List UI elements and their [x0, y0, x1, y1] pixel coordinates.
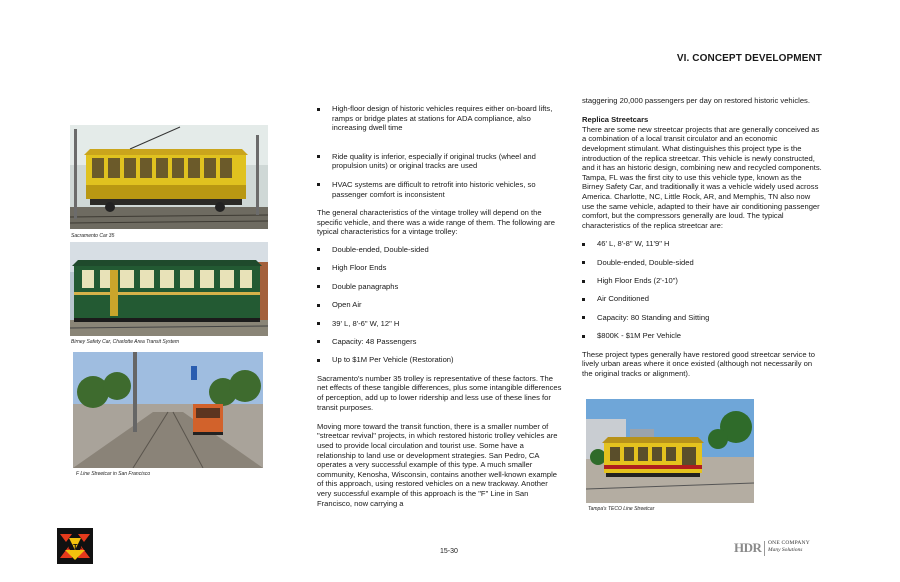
caption-f-line: F Line Streetcar in San Francisco: [76, 471, 151, 477]
paragraph: Moving more toward the transit function, there is a smaller number of "streetcar revival" projects, in which restored historic trolley vehicles are used to provide local circulation and tourist use. Some have a relationship to land use or development strategies. San Pedro, CA operates a very successful example of this type. A much smaller community, Kenosha, Wisconsin, contains another well-known example of this approach, using restored vehicles on a new trackway. Another very successful example of this approach is the "F" Line in San Francisco, now carrying a: [317, 421, 558, 508]
list-item: Air Conditioned: [582, 294, 822, 304]
caption-sacramento: Sacramento Car 35: [71, 233, 115, 239]
caption-birney: Birney Safety Car, Charlotte Area Transit System: [71, 339, 180, 345]
photo-birney-safety-car: [70, 242, 268, 336]
disadvantages-list-a: [317, 104, 563, 133]
list-item: Open Air: [317, 300, 563, 310]
text-column-1: [317, 104, 563, 508]
section-heading: Replica Streetcars: [582, 115, 649, 125]
rta-logo-text: RTA: [68, 544, 82, 551]
photo-sacramento-car: [70, 125, 268, 229]
photo-tampa-teco-streetcar: [586, 399, 754, 503]
hdr-tagline-line-2: Many Solutions: [768, 547, 803, 553]
photo-f-line-streetcar: [73, 352, 263, 468]
page-number: 15-30: [440, 548, 458, 555]
vintage-characteristics-list: [317, 245, 563, 365]
list-item: Up to $1M Per Vehicle (Restoration): [317, 355, 563, 365]
rta-logo: [57, 528, 93, 564]
list-item: 39' L, 8'-6" W, 12" H: [317, 319, 563, 329]
paragraph: The general characteristics of the vintage trolley will depend on the specific vehicle, and there was a wide range of them. The following are typical characteristics for a vintage trolley:: [317, 208, 555, 237]
hdr-tagline-line-1: ONE COMPANY: [768, 540, 810, 546]
paragraph: There are some new streetcar projects that are generally conceived as a combination of a local transit circulator and an economic development stimulant. What distinguishes this project type is the introduction of the replica streetcar. This vehicle is newly constructed, and it has an historic design, combining new and recycled components. Tampa, FL was the first city to use this vehicle type, known as the Birney Safety Car, and traditionally it was a vehicle widely used across America. Charlotte, NC, Little Rock, AR, and Memphis, TN also now use the same vehicle, adapted to their have air conditioning passenger comfort, but the compressors generally are loud. The typical characteristics of the replica streetcar are:: [582, 124, 822, 230]
disadvantages-list-b: [317, 152, 563, 199]
text-column-2: [582, 96, 822, 379]
list-item: Capacity: 48 Passengers: [317, 337, 563, 347]
list-item: HVAC systems are difficult to retrofit into historic vehicles, so passenger comfort is inconsistent: [317, 180, 563, 199]
list-item: Capacity: 80 Standing and Sitting: [582, 313, 822, 323]
list-item: Ride quality is inferior, especially if original trucks (wheel and propulsion units) or original tracks are used: [317, 152, 563, 171]
list-item: Double-ended, Double-sided: [582, 258, 822, 268]
list-item: High-floor design of historic vehicles requires either on-board lifts, ramps or bridge plates at stations for ADA compliance, also increasing dwell time: [317, 104, 563, 133]
hdr-logo-divider: [764, 541, 765, 556]
list-item: Double-ended, Double-sided: [317, 245, 563, 255]
list-item: $800K - $1M Per Vehicle: [582, 331, 822, 341]
caption-tampa: Tampa's TECO Line Streetcar: [588, 506, 655, 512]
hdr-logo-mark: HDR: [734, 540, 762, 555]
list-item: High Floor Ends (2'-10"): [582, 276, 822, 286]
paragraph: Sacramento's number 35 trolley is representative of these factors. The net effects of these tangible differences, plus some intangible differences of perception, add up to lower ridership and less use of these lines for transit purposes.: [317, 373, 562, 412]
list-item: Double panagraphs: [317, 282, 563, 292]
replica-characteristics-list: [582, 239, 822, 341]
list-item: 46' L, 8'-8" W, 11'9" H: [582, 239, 822, 249]
paragraph: These project types generally have restored good streetcar service to lively urban areas where it once existed (although not necessarily on the original tracks or alignment).: [582, 349, 815, 379]
page-title: VI. CONCEPT DEVELOPMENT: [676, 53, 822, 64]
hdr-logo: [734, 540, 824, 560]
paragraph: staggering 20,000 passengers per day on restored historic vehicles.: [582, 96, 810, 105]
list-item: High Floor Ends: [317, 263, 563, 273]
